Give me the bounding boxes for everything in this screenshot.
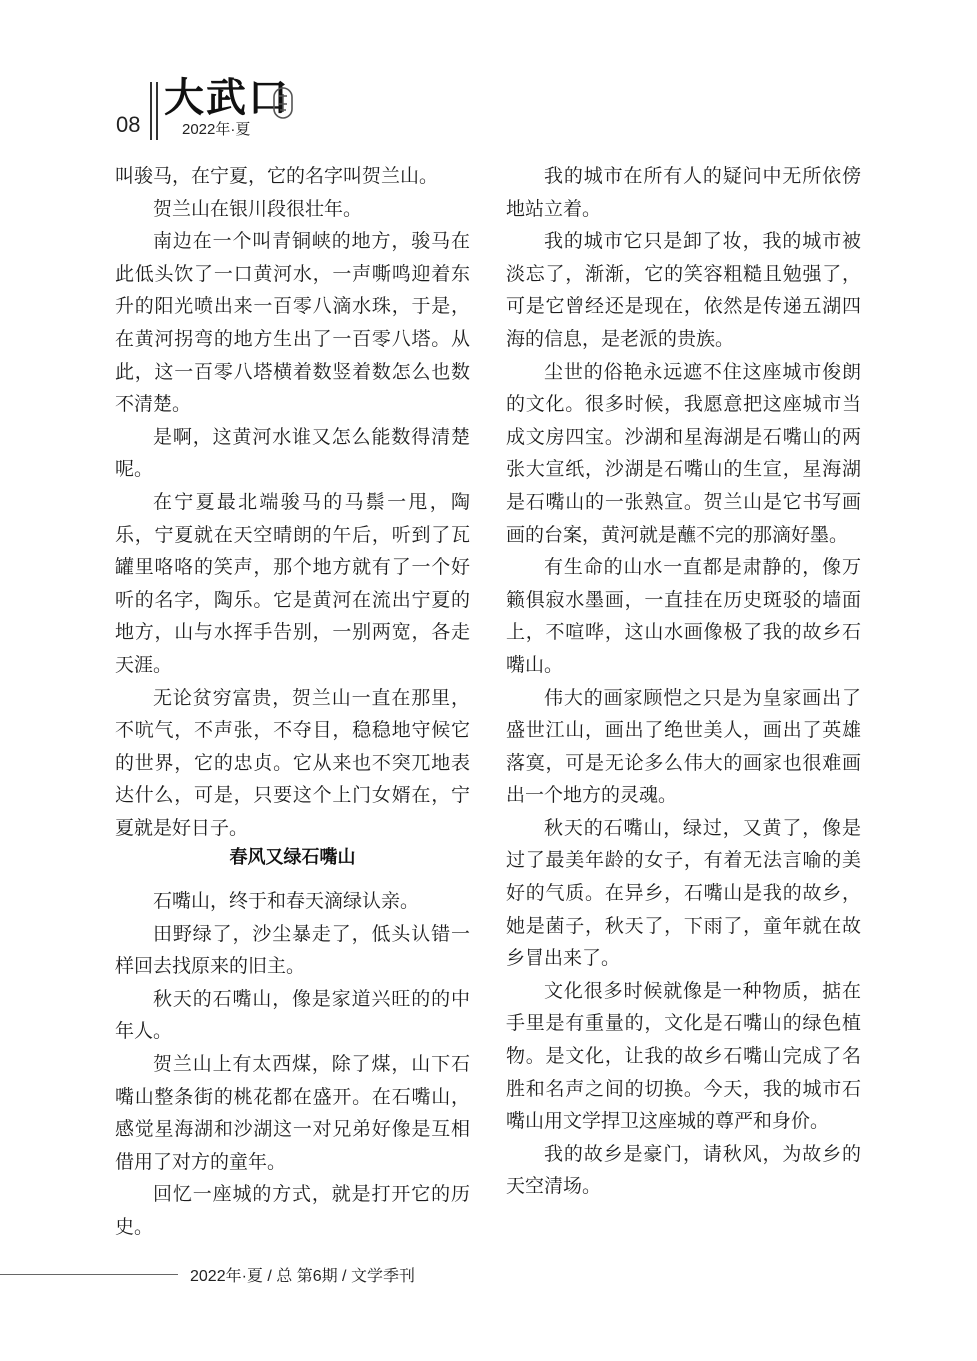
header-divider <box>156 82 158 140</box>
paragraph: 秋天的石嘴山，绿过，又黄了，像是过了最美年龄的女子，有着无法言喻的美好的气质。在异乡，石嘴山是我的故乡，她是菌子，秋天了，下雨了，童年就在故乡冒出来了。 <box>506 816 861 970</box>
paragraph: 我的故乡是豪门，请秋风，为故乡的天空清场。 <box>506 1142 861 1198</box>
magazine-issue: 2022年·夏 <box>182 121 251 138</box>
paragraph: 在宁夏最北端骏马的马鬃一甩，陶乐，宁夏就在天空晴朗的午后，听到了瓦罐里咯咯的笑声，那个地方就有了一个好听的名字，陶乐。它是黄河在流出宁夏的地方，山与水挥手告别，一别两宽，各走天涯。 <box>115 490 470 676</box>
paragraph: 伟大的画家顾恺之只是为皇家画出了盛世江山，画出了绝世美人，画出了英雄落寞，可是无论多么伟大的画家也很难画出一个地方的灵魂。 <box>506 686 861 807</box>
paragraph: 是啊，这黄河水谁又怎么能数得清楚呢。 <box>115 425 470 481</box>
magazine-title: 大武口 <box>164 74 290 121</box>
right-column <box>506 160 861 1203</box>
paragraph: 秋天的石嘴山，像是家道兴旺的的中年人。 <box>115 987 470 1043</box>
paragraph: 贺兰山上有太西煤，除了煤，山下石嘴山整条街的桃花都在盛开。在石嘴山，感觉星海湖和沙湖这一对兄弟好像是互相借用了对方的童年。 <box>115 1052 470 1173</box>
paragraph: 叫骏马，在宁夏，它的名字叫贺兰山。 <box>115 165 439 187</box>
footer-text: 2022年·夏 / 总 第6期 / 文学季刊 <box>190 1268 415 1285</box>
left-column-bottom <box>115 885 470 1244</box>
paragraph: 有生命的山水一直都是肃静的，像万籁俱寂水墨画，一直挂在历史斑驳的墙面上，不喧哗，这山水画像极了我的故乡石嘴山。 <box>506 556 861 676</box>
seal-icon <box>272 86 294 120</box>
section-title: 春风又绿石嘴山 <box>229 847 356 867</box>
paragraph: 回忆一座城的方式，就是打开它的历史。 <box>115 1183 470 1238</box>
paragraph: 尘世的俗艳永远遮不住这座城市俊朗的文化。很多时候，我愿意把这座城市当成文房四宝。沙湖和星海湖是石嘴山的两张大宣纸，沙湖是石嘴山的生宣，星海湖是石嘴山的一张熟宣。贺兰山是它书写画画的台案，黄河就是蘸不完的那滴好墨。 <box>506 360 861 546</box>
footer-rule <box>0 1274 178 1275</box>
paragraph: 石嘴山，终于和春天滴绿认亲。 <box>153 890 420 912</box>
page-number: 08 <box>116 112 141 137</box>
paragraph: 我的城市它只是卸了妆，我的城市被淡忘了，渐渐，它的笑容粗糙且勉强了，可是它曾经还是现在，依然是传递五湖四海的信息，是老派的贵族。 <box>506 230 861 350</box>
paragraph: 我的城市在所有人的疑问中无所依傍地站立着。 <box>506 165 861 220</box>
header-divider <box>150 82 152 140</box>
paragraph: 南边在一个叫青铜峡的地方，骏马在此低头饮了一口黄河水，一声嘶鸣迎着东升的阳光喷出来一百零八滴水珠，于是，在黄河拐弯的地方生出了一百零八塔。从此，这一百零八塔横着数竖着数怎么也数不清楚。 <box>115 230 470 416</box>
left-column-top <box>115 160 470 844</box>
paragraph: 田野绿了，沙尘暴走了，低头认错一样回去找原来的旧主。 <box>115 922 470 978</box>
paragraph: 文化很多时候就像是一种物质，掂在手里是有重量的，文化是石嘴山的绿色植物。是文化，让我的故乡石嘴山完成了名胜和名声之间的切换。今天，我的城市石嘴山用文学捍卫这座城的尊严和身价。 <box>506 979 861 1133</box>
paragraph: 贺兰山在银川段很壮年。 <box>153 197 363 220</box>
paragraph: 无论贫穷富贵，贺兰山一直在那里，不吭气，不声张，不夺目，稳稳地守候它的世界，它的忠贞。它从来也不突兀地表达什么，可是，只要这个上门女婿在，宁夏就是好日子。 <box>115 686 470 839</box>
